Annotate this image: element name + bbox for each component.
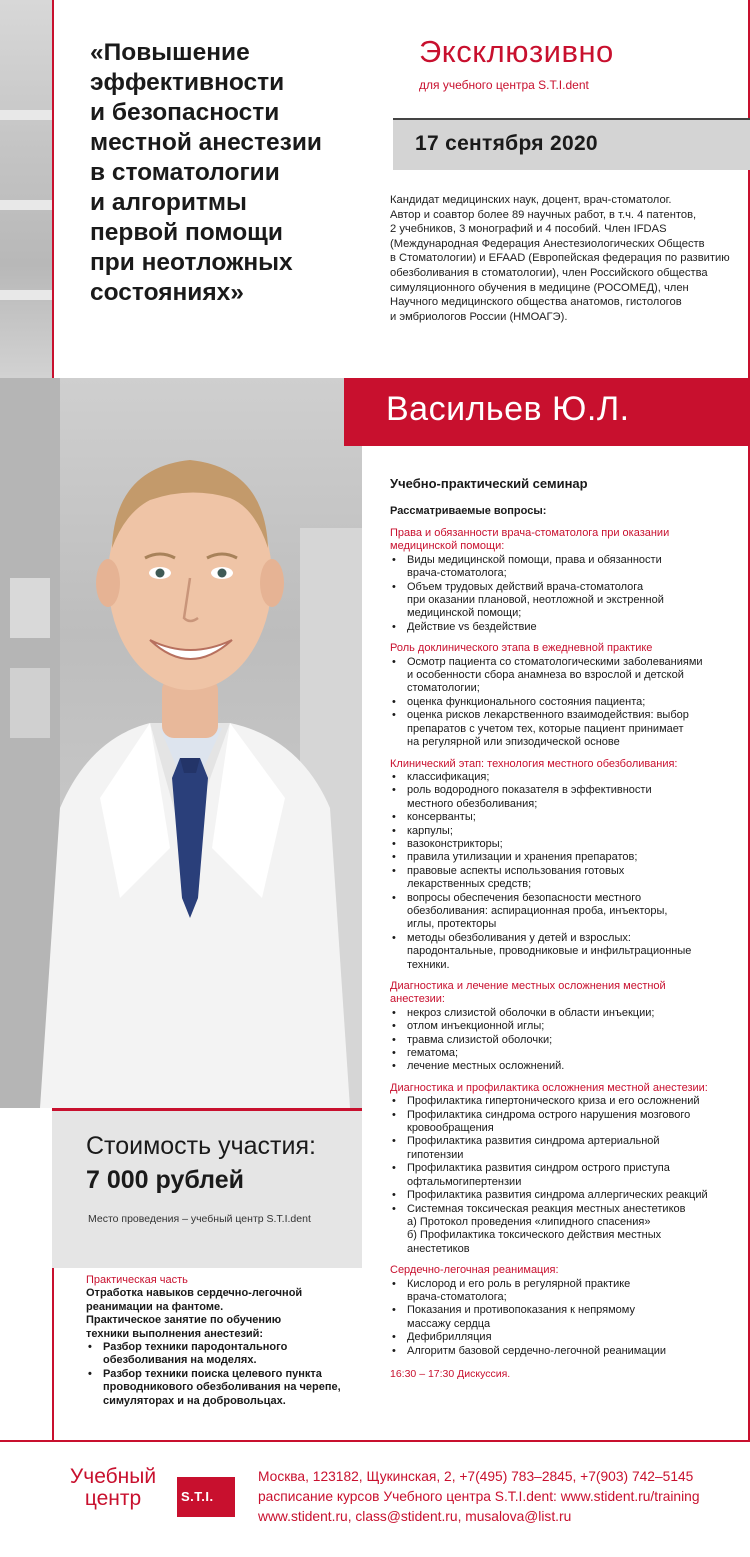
cost-label: Стоимость участия: bbox=[86, 1132, 316, 1160]
exclusive-title: Эксклюзивно bbox=[419, 34, 614, 69]
bio-line: Научного медицинского общества анатомов, гистологов bbox=[390, 296, 682, 309]
bullet-line: • Действие vs бездействие bbox=[407, 620, 537, 633]
bio-line: и эмбриологов России (НМОАГЭ). bbox=[390, 310, 568, 323]
section-title bbox=[390, 758, 742, 771]
exclusive-subtitle: для учебного центра S.T.I.dent bbox=[419, 78, 589, 92]
section-title-line: Диагностика и профилактика осложнения местной анестезии: bbox=[390, 1081, 708, 1094]
title-line: при неотложных bbox=[90, 249, 293, 276]
section-bullets bbox=[390, 1278, 742, 1358]
contact-schedule-link[interactable]: расписание курсов Учебного центра S.T.I.dent: www.stident.ru/training bbox=[258, 1489, 700, 1504]
bullet-line: при оказании плановой, неотложной и экстренной bbox=[407, 594, 664, 607]
bullet-line: • Профилактика гипертонического криза и его осложнений bbox=[407, 1095, 700, 1108]
program-section bbox=[390, 642, 742, 749]
bullet-line: на регулярной или эпизодической основе bbox=[407, 736, 620, 749]
bullet-line: стоматологии; bbox=[407, 682, 480, 695]
bio-line: Автор и соавтор более 89 научных работ, в т.ч. 4 патентов, bbox=[390, 208, 697, 221]
section-title bbox=[390, 980, 742, 1007]
bullet-line: местного обезболивания; bbox=[407, 797, 538, 810]
bullet-item bbox=[390, 709, 742, 749]
shelf-decor bbox=[0, 200, 52, 210]
bullet-line: • Виды медицинской помощи, права и обязанности bbox=[407, 553, 662, 566]
bio-line: 2 учебников, 3 монографий и 4 пособий. Член IFDAS bbox=[390, 223, 667, 236]
bullet-item bbox=[390, 892, 742, 932]
practical-bullets bbox=[86, 1341, 366, 1408]
bullet-line: • Профилактика развития синдрома артериальной bbox=[407, 1135, 660, 1148]
bullet-line: • Разбор техники поиска целевого пункта bbox=[103, 1367, 322, 1380]
section-title bbox=[390, 1264, 742, 1277]
bio-line: (Международная Федерация Анестезиологических Обществ bbox=[390, 237, 705, 250]
speaker-name: Васильев Ю.Л. bbox=[386, 390, 630, 428]
section-bullets bbox=[390, 771, 742, 972]
bullet-line: • некроз слизистой оболочки в области инъекции; bbox=[407, 1006, 655, 1019]
bullet-line: • Объем трудовых действий врача-стоматолога bbox=[407, 580, 644, 593]
bullet-line: • Разбор техники пародонтального bbox=[103, 1341, 288, 1354]
seminar-title bbox=[90, 38, 380, 308]
practical-line: реанимации на фантоме. bbox=[86, 1300, 224, 1313]
date-panel bbox=[393, 118, 750, 170]
bio-line: Кандидат медицинских наук, доцент, врач-стоматолог. bbox=[390, 194, 672, 206]
bullet-item bbox=[390, 621, 742, 634]
bullet-item bbox=[390, 1095, 742, 1108]
bullet-line: обезболивания на моделях. bbox=[103, 1354, 257, 1367]
bullet-item bbox=[390, 865, 742, 892]
contact-address: Москва, 123182, Щукинская, 2, +7(495) 783–2845, +7(903) 742–5145 bbox=[258, 1469, 694, 1484]
bullet-item bbox=[390, 1203, 742, 1257]
bullet-item bbox=[390, 1109, 742, 1136]
title-line: состояниях» bbox=[90, 279, 244, 306]
bullet-line: анестетиков bbox=[407, 1242, 470, 1255]
title-line: «Повышение bbox=[90, 39, 250, 66]
bullet-line: • правовые аспекты использования готовых bbox=[407, 864, 625, 877]
title-line: и алгоритмы bbox=[90, 189, 247, 216]
bullet-item bbox=[390, 851, 742, 864]
program-section bbox=[390, 527, 742, 634]
bullet-line: • Показания и противопоказания к непрямому bbox=[407, 1304, 635, 1317]
bullet-line: офтальмогипертензии bbox=[407, 1175, 522, 1188]
bullet-line: б) Профилактика токсического действия местных bbox=[407, 1229, 662, 1242]
section-title-line: Клинический этап: технология местного обезболивания: bbox=[390, 757, 678, 770]
cost-panel-rule bbox=[52, 1108, 362, 1111]
bullet-item bbox=[390, 1060, 742, 1073]
bullet-line: • Кислород и его роль в регулярной практике bbox=[407, 1277, 631, 1290]
speaker-portrait-illustration bbox=[0, 378, 362, 1108]
bullet-line: • методы обезболивания у детей и взрослых: bbox=[407, 931, 631, 944]
section-title-line: Роль доклинического этапа в ежедневной практике bbox=[390, 642, 653, 655]
bullet-item bbox=[390, 825, 742, 838]
bio-line: симуляционного обучения в медицине (РОСОМЕД), член bbox=[390, 281, 689, 294]
bullet-line: симуляторах и на добровольцах. bbox=[103, 1394, 286, 1407]
bullet-line: • лечение местных осложнений. bbox=[407, 1060, 565, 1073]
venue-text: Место проведения – учебный центр S.T.I.dent bbox=[88, 1213, 311, 1225]
footer-red-rule bbox=[0, 1440, 750, 1442]
title-line: местной анестезии bbox=[90, 129, 322, 156]
program-section bbox=[390, 980, 742, 1074]
bullet-line: • Профилактика развития синдром острого приступа bbox=[407, 1162, 670, 1175]
bio-line: в Стоматологии) и EFAAD (Европейская федерация по развитию bbox=[390, 252, 730, 265]
bullet-item bbox=[390, 696, 742, 709]
section-title-line: медицинской помощи: bbox=[390, 540, 505, 553]
logo-line: центр bbox=[84, 1487, 142, 1510]
bullet-item bbox=[390, 838, 742, 851]
bullet-item bbox=[390, 1189, 742, 1202]
bullet-line: • карпулы; bbox=[407, 824, 453, 837]
bullet-line: • оценка рисков лекарственного взаимодействия: выбор bbox=[407, 709, 689, 722]
bullet-line: и особенности сбора анамнеза во взрослой и детской bbox=[407, 669, 684, 682]
bullet-line: проводникового обезболивания на черепе, bbox=[103, 1381, 341, 1394]
practical-line: Практическое занятие по обучению bbox=[86, 1314, 282, 1327]
bullet-line: техники. bbox=[407, 958, 450, 971]
bullet-line: гипотензии bbox=[407, 1148, 464, 1161]
practical-title: Практическая часть bbox=[86, 1274, 188, 1286]
bullet-item bbox=[390, 932, 742, 972]
seminar-program bbox=[390, 476, 742, 1380]
section-title-line: анестезии: bbox=[390, 993, 445, 1006]
practical-line: Отработка навыков сердечно-легочной bbox=[86, 1287, 303, 1300]
section-title bbox=[390, 1082, 742, 1095]
logo-line: Учебный bbox=[69, 1465, 157, 1488]
shelf-decor bbox=[0, 110, 52, 120]
contact-emails[interactable]: www.stident.ru, class@stident.ru, musalova@list.ru bbox=[258, 1509, 572, 1524]
bullet-line: • Системная токсическая реакция местных анестетиков bbox=[407, 1202, 686, 1215]
event-date: 17 сентября 2020 bbox=[415, 132, 598, 155]
bullet-line: • Дефибрилляция bbox=[407, 1331, 492, 1344]
section-bullets bbox=[390, 656, 742, 750]
bullet-line: • травма слизистой оболочки; bbox=[407, 1033, 553, 1046]
speaker-bio bbox=[390, 193, 742, 324]
bullet-line: • Профилактика развития синдрома аллергических реакций bbox=[407, 1189, 708, 1202]
bullet-line: • Алгоритм базовой сердечно-легочной реанимации bbox=[407, 1344, 667, 1357]
left-photo-strip bbox=[0, 0, 52, 378]
training-center-logo-text bbox=[48, 1466, 178, 1510]
bullet-item bbox=[390, 1162, 742, 1189]
program-section bbox=[390, 1264, 742, 1358]
bullet-item bbox=[390, 1007, 742, 1020]
date-panel-rule bbox=[393, 118, 750, 120]
program-heading: Учебно-практический семинар bbox=[390, 476, 588, 491]
section-title-line: Права и обязанности врача-стоматолога при оказании bbox=[390, 527, 670, 539]
bullet-item bbox=[390, 1345, 742, 1358]
bullet-line: медицинской помощи; bbox=[407, 607, 522, 620]
program-section bbox=[390, 758, 742, 973]
bullet-item bbox=[390, 784, 742, 811]
footer-contacts bbox=[258, 1467, 738, 1527]
bullet-line: препаратов с учетом тех, которые пациент принимает bbox=[407, 722, 684, 735]
bullet-line: • Профилактика синдрома острого нарушения мозгового bbox=[407, 1108, 691, 1121]
bullet-item bbox=[390, 811, 742, 824]
shelf-decor bbox=[0, 290, 52, 300]
bullet-item bbox=[390, 1304, 742, 1331]
section-bullets bbox=[390, 1007, 742, 1074]
bullet-item bbox=[390, 656, 742, 696]
bullet-line: • роль водородного показателя в эффективности bbox=[407, 784, 652, 797]
sti-logo-badge bbox=[177, 1477, 235, 1517]
bullet-line: • Осмотр пациента со стоматологическими заболеваниями bbox=[407, 655, 703, 668]
title-line: и безопасности bbox=[90, 99, 280, 126]
section-title-line: Диагностика и лечение местных осложнения местной bbox=[390, 980, 666, 992]
bullet-item bbox=[390, 771, 742, 784]
bio-line: обезболивания в стоматологии), член Российского общества bbox=[390, 266, 708, 279]
bullet-item bbox=[390, 1278, 742, 1305]
bullet-item bbox=[390, 1020, 742, 1033]
bullet-line: • отлом инъекционной иглы; bbox=[407, 1020, 545, 1033]
section-title bbox=[390, 642, 742, 655]
bullet-line: кровообращения bbox=[407, 1122, 494, 1135]
bullet-line: • консерванты; bbox=[407, 811, 476, 824]
bullet-line: пародонтальные, проводниковые и инфильтрационные bbox=[407, 945, 692, 958]
section-title bbox=[390, 527, 742, 554]
speaker-photo bbox=[0, 378, 362, 1108]
program-section bbox=[390, 1082, 742, 1256]
practical-part bbox=[86, 1274, 366, 1408]
bullet-item bbox=[390, 1034, 742, 1047]
practical-line: техники выполнения анестезий: bbox=[86, 1327, 264, 1340]
section-bullets bbox=[390, 554, 742, 634]
title-line: в стоматологии bbox=[90, 159, 280, 186]
bullet-line: • вопросы обеспечения безопасности местного bbox=[407, 891, 642, 904]
title-line: первой помощи bbox=[90, 219, 283, 246]
bullet-item bbox=[390, 554, 742, 581]
bullet-item bbox=[390, 1331, 742, 1344]
bullet-line: массажу сердца bbox=[407, 1317, 491, 1330]
bullet-line: врача-стоматолога; bbox=[407, 1290, 507, 1303]
bullet-line: • гематома; bbox=[407, 1047, 459, 1060]
bullet-item bbox=[390, 1047, 742, 1060]
bullet-line: а) Протокол проведения «липидного спасения» bbox=[407, 1215, 651, 1228]
logo-badge-text: S.T.I. bbox=[181, 1489, 214, 1504]
bullet-line: • вазоконстрикторы; bbox=[407, 837, 503, 850]
speaker-name-banner bbox=[344, 378, 750, 446]
section-title-line: Сердечно-легочная реанимация: bbox=[390, 1264, 559, 1277]
bullet-line: • оценка функционального состояния пациента; bbox=[407, 695, 646, 708]
cost-value: 7 000 рублей bbox=[86, 1166, 244, 1194]
bullet-line: • правила утилизации и хранения препаратов; bbox=[407, 851, 638, 864]
bullet-line: • классификация; bbox=[407, 770, 490, 783]
bullet-item bbox=[86, 1341, 366, 1368]
bullet-item bbox=[390, 1135, 742, 1162]
bullet-item bbox=[86, 1368, 366, 1408]
program-subheading: Рассматриваемые вопросы: bbox=[390, 505, 547, 517]
bullet-line: иглы, протекторы bbox=[407, 918, 497, 931]
bullet-line: лекарственных средств; bbox=[407, 878, 532, 891]
title-line: эффективности bbox=[90, 69, 285, 96]
section-bullets bbox=[390, 1095, 742, 1256]
bullet-line: обезболивания: аспирационная проба, инъекторы, bbox=[407, 904, 668, 917]
cost-panel bbox=[52, 1108, 362, 1268]
discussion-time: 16:30 – 17:30 Дискуссия. bbox=[390, 1367, 511, 1380]
bullet-line: врача-стоматолога; bbox=[407, 567, 507, 580]
bullet-item bbox=[390, 581, 742, 621]
